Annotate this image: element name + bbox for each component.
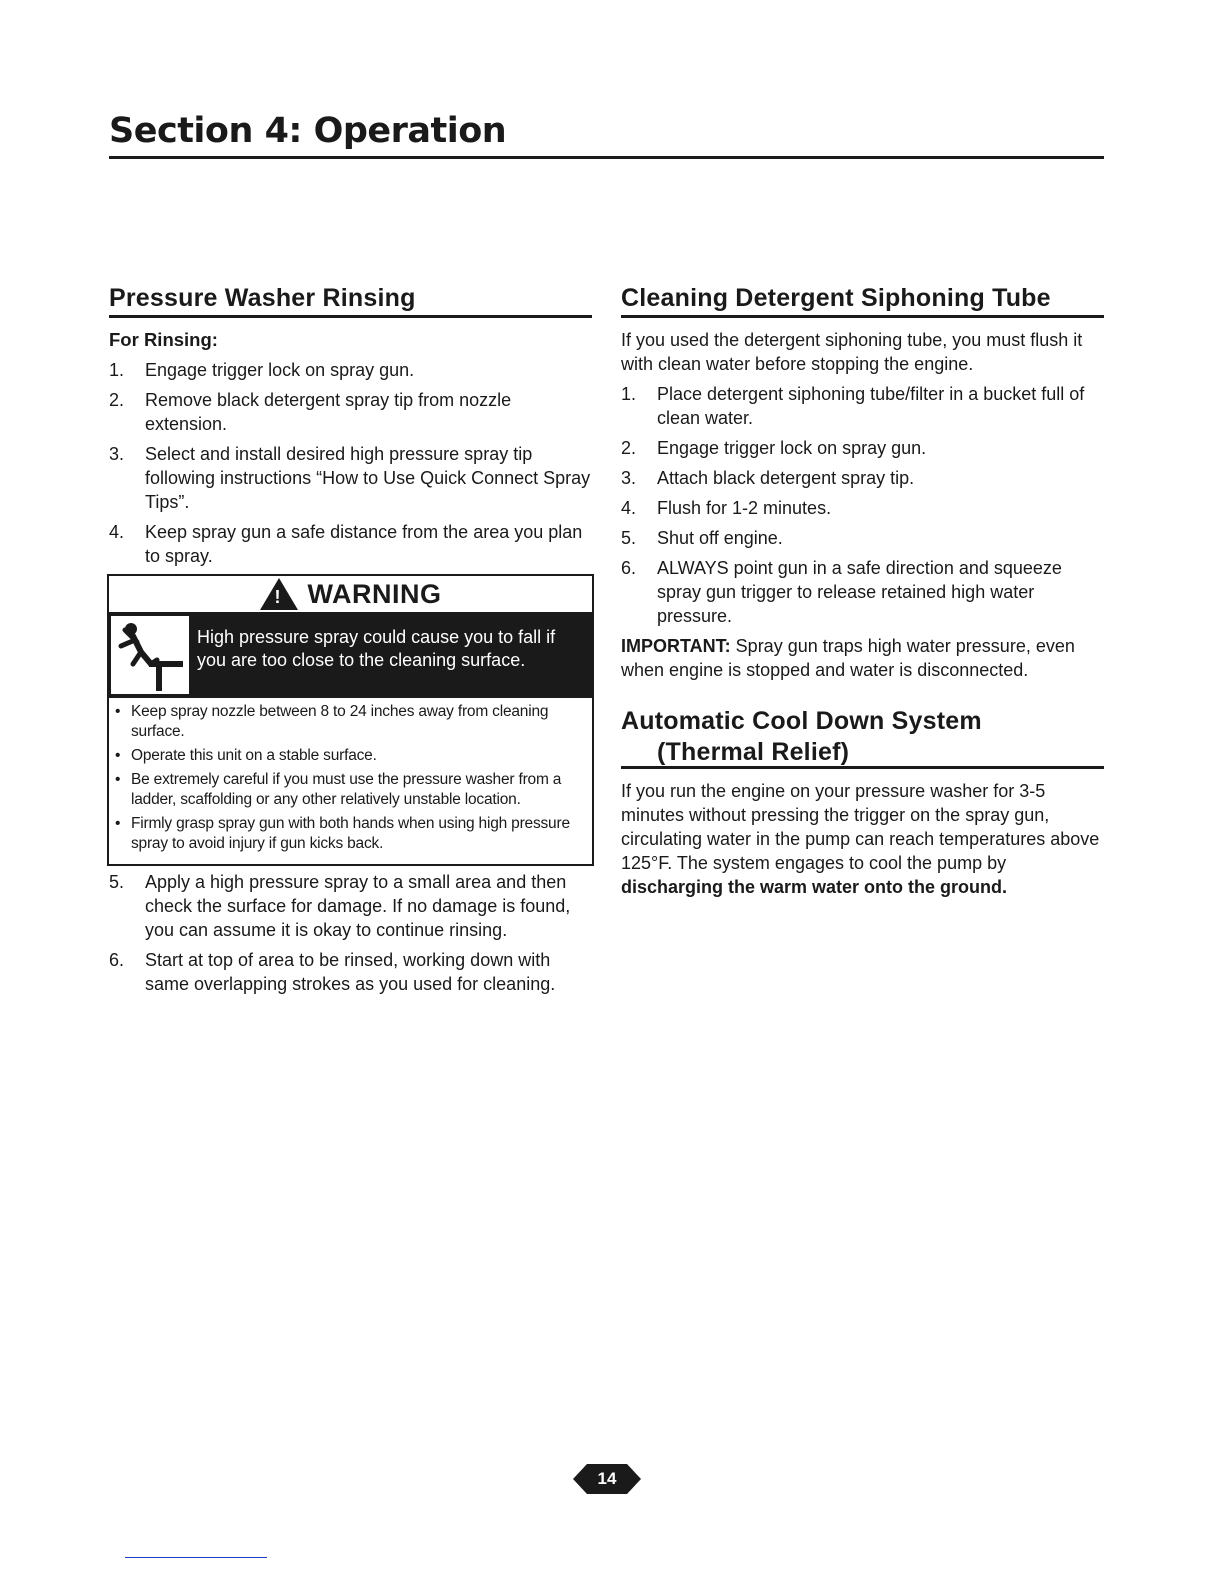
right-column — [621, 281, 1104, 905]
slip-fall-hazard-icon — [111, 616, 189, 694]
list-item: 1. Engage trigger lock on spray gun. — [109, 360, 415, 380]
list-item: 2. Remove black detergent spray tip from nozzle extension. — [109, 390, 512, 434]
list-item: • Firmly grasp spray gun with both hands when using high pressure spray to avoid injury if gun kicks back. — [115, 814, 586, 854]
cooldown-body: If you run the engine on your pressure washer for 3-5 minutes without pressing the trigger on the spray gun, circulating water in the pump can reach temperatures above 125°F. The system engages to cool the pump by discharging the warm water onto the ground. — [621, 781, 1100, 897]
page-number-badge — [573, 1462, 641, 1496]
page-number: 14 — [597, 1469, 617, 1488]
list-item: 4. Flush for 1-2 minutes. — [621, 498, 832, 518]
list-item: 3. Attach black detergent spray tip. — [621, 468, 915, 488]
list-item: 3. Select and install desired high pressure spray tip following instructions “How to Use Quick Connect Spray Tips”. — [109, 444, 591, 512]
siphoning-heading: Cleaning Detergent Siphoning Tube — [621, 281, 1104, 318]
warning-message-band — [109, 614, 592, 696]
list-item: 5. Shut off engine. — [621, 528, 783, 548]
rinsing-heading: Pressure Washer Rinsing — [109, 281, 592, 318]
list-item: • Operate this unit on a stable surface. — [115, 746, 586, 766]
cooldown-heading — [621, 704, 1104, 769]
cooldown-heading-line2: (Thermal Relief) — [657, 738, 850, 766]
warning-label: WARNING — [307, 578, 442, 609]
warning-bullets — [109, 696, 592, 864]
list-item: 1. Place detergent siphoning tube/filter in a bucket full of clean water. — [621, 384, 1085, 428]
list-item: 2. Engage trigger lock on spray gun. — [621, 438, 927, 458]
left-column — [109, 281, 592, 1002]
section-title: Section 4: Operation — [109, 108, 1104, 159]
warning-triangle-icon: ! — [260, 578, 298, 610]
warning-header — [109, 576, 592, 614]
list-item: 4. Keep spray gun a safe distance from the area you plan to spray. — [109, 522, 583, 566]
list-item: 6. ALWAYS point gun in a safe direction and squeeze spray gun trigger to release retained high water pressure. — [621, 558, 1062, 626]
rinsing-steps-list-continued — [109, 870, 592, 996]
list-item: • Keep spray nozzle between 8 to 24 inches away from cleaning surface. — [115, 702, 586, 742]
list-item: • Be extremely careful if you must use the pressure washer from a ladder, scaffolding or any other relatively unstable location. — [115, 770, 586, 810]
footer-link-underline — [125, 1557, 267, 1558]
cooldown-heading-line1: Automatic Cool Down System — [621, 707, 982, 735]
list-item: 6. Start at top of area to be rinsed, working down with same overlapping strokes as you used for cleaning. — [109, 950, 556, 994]
list-item: 5. Apply a high pressure spray to a small area and then check the surface for damage. If no damage is found, you can assume it is okay to continue rinsing. — [109, 872, 571, 940]
warning-message: High pressure spray could cause you to fall if you are too close to the cleaning surface. — [197, 627, 556, 670]
important-note: IMPORTANT: Spray gun traps high water pressure, even when engine is stopped and water is disconnected. — [621, 636, 1075, 680]
rinsing-steps-list — [109, 358, 592, 568]
siphoning-intro: If you used the detergent siphoning tube, you must flush it with clean water before stopping the engine. — [621, 330, 1083, 374]
for-rinsing-subhead: For Rinsing: — [109, 329, 218, 350]
warning-box — [107, 574, 594, 866]
siphoning-steps-list — [621, 382, 1104, 628]
